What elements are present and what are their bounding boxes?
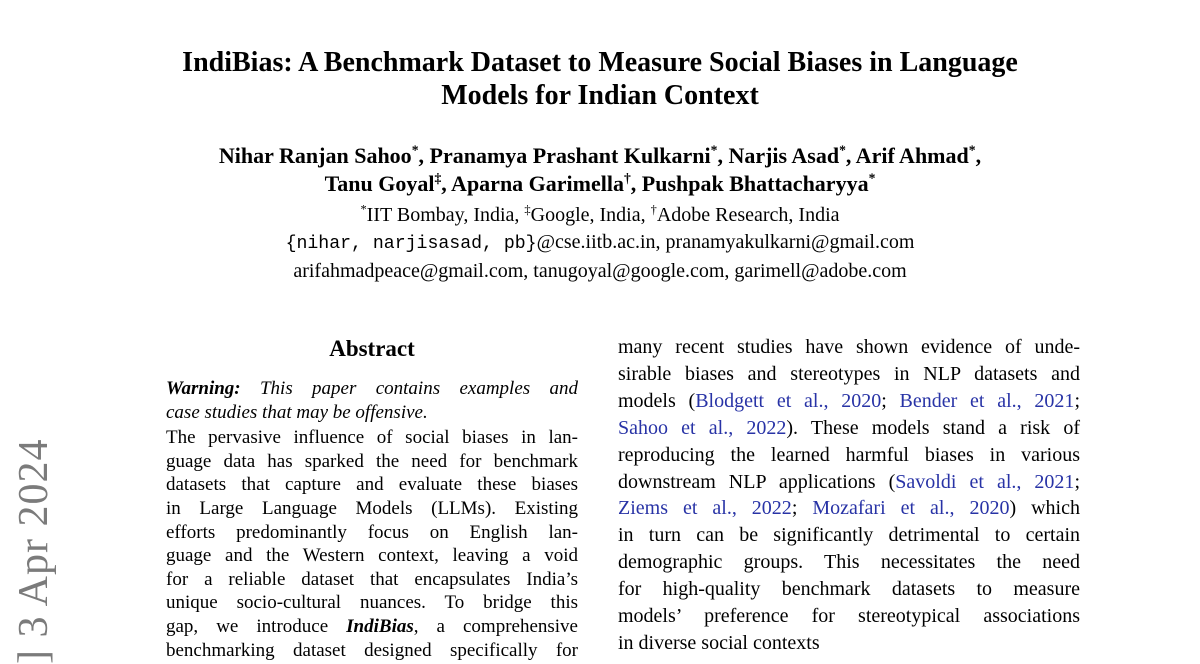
text-segment: ). These models stand a risk of [786,417,1080,439]
text-segment: * [412,143,419,158]
text-segment: benchmarking dataset designed specifically for [166,640,578,661]
text-line [0,142,1200,170]
citation-link[interactable]: Ziems et al., 2022 [618,497,792,519]
text-line [618,469,1080,496]
citation-link[interactable]: Savoldi et al., 2021 [895,471,1074,493]
author-block [0,142,1200,198]
text-line [618,576,1080,603]
abstract-warning [166,377,578,424]
text-segment: Warning: [166,378,241,399]
text-segment: Tanu Goyal [325,171,435,196]
text-line [0,170,1200,198]
text-line [618,522,1080,549]
text-segment: in turn can be significantly detrimental to certain [618,524,1080,546]
affiliation-line [0,202,1200,228]
text-segment: sirable biases and stereotypes in NLP datasets and [618,363,1080,385]
text-line [618,630,1080,657]
text-line [618,361,1080,388]
abstract-heading: Abstract [166,336,578,362]
text-segment: , Aparna Garimella [441,171,624,196]
text-segment: Nihar Ranjan Sahoo [219,143,412,168]
text-segment: , Pranamya Prashant Kulkarni [419,143,711,168]
text-line [166,450,578,474]
text-segment: ; [1074,390,1080,412]
text-segment: many recent studies have shown evidence of unde- [618,336,1080,358]
text-segment: models ( [618,390,695,412]
paper-title [0,46,1200,112]
text-segment: ; [1074,471,1080,493]
citation-link[interactable]: Bender et al., 2021 [900,390,1075,412]
text-segment: IIT Bombay, India, [367,204,525,226]
text-line [166,473,578,497]
text-segment: for a reliable dataset that encapsulates India’s [166,569,578,590]
text-segment: demographic groups. This necessitates the need [618,551,1080,573]
text-segment: unique socio-cultural nuances. To bridge this [166,592,578,613]
text-line [166,401,578,425]
text-segment: arifahmadpeace@gmail.com, tanugoyal@google.com, garimell@adobe.com [293,260,906,282]
text-segment: † [651,202,657,216]
text-segment: ; [792,497,813,519]
arxiv-stamp: ] 3 Apr 2024 [10,439,58,664]
text-segment: gap, we introduce [166,616,346,637]
text-segment: This paper contains examples and [241,378,578,399]
text-line [0,202,1200,228]
text-segment: ) which [1009,497,1080,519]
citation-link[interactable]: Sahoo et al., 2022 [618,417,786,439]
text-segment: reproducing the learned harmful biases in various [618,444,1080,466]
text-segment: , Narjis Asad [717,143,839,168]
text-segment: ; [881,390,899,412]
text-segment: models’ preference for stereotypical associations [618,605,1080,627]
text-line [166,544,578,568]
text-segment: in Large Language Models (LLMs). Existing [166,498,578,519]
text-segment: Google, India, [531,204,651,226]
text-segment: * [711,143,718,158]
text-segment: ‡ [434,171,441,186]
text-line [618,442,1080,469]
text-line [166,639,578,663]
text-segment: {nihar, narjisasad, pb} [286,234,537,254]
text-segment: efforts predominantly focus on English lan- [166,522,578,543]
text-segment: for high-quality benchmark datasets to measure [618,578,1080,600]
text-segment: Adobe Research, India [657,204,840,226]
text-segment: datasets that capture and evaluate these biases [166,474,578,495]
text-segment: @cse.iitb.ac.in, pranamyakulkarni@gmail.com [537,231,915,253]
text-line [0,229,1200,258]
text-line [618,388,1080,415]
introduction-column [618,334,1080,657]
text-line [0,258,1200,285]
text-segment: , Pushpak Bhattacharyya [631,171,869,196]
text-segment: in diverse social contexts [618,632,820,654]
text-line [166,497,578,521]
text-line [618,603,1080,630]
text-segment: , Arif Ahmad [846,143,969,168]
text-segment: * [969,143,976,158]
text-line [618,495,1080,522]
paper-title-line-2: Models for Indian Context [0,79,1200,112]
text-segment: * [360,202,366,216]
text-segment: , a comprehensive [414,616,578,637]
text-segment: † [624,171,631,186]
text-segment: , [976,143,982,168]
text-segment: case studies that may be offensive. [166,402,428,423]
text-line [166,426,578,450]
text-segment: downstream NLP applications ( [618,471,895,493]
text-line [618,549,1080,576]
text-line [166,521,578,545]
citation-link[interactable]: Mozafari et al., 2020 [812,497,1009,519]
text-segment: ‡ [524,202,530,216]
text-line [166,377,578,401]
citation-link[interactable]: Blodgett et al., 2020 [695,390,881,412]
text-line [166,568,578,592]
text-line [618,334,1080,361]
text-segment: * [839,143,846,158]
text-segment: guage data has sparked the need for benchmark [166,451,578,472]
text-segment: guage and the Western context, leaving a void [166,545,578,566]
text-segment: IndiBias [346,616,414,637]
abstract-column [166,336,578,662]
text-line [618,415,1080,442]
abstract-body [166,426,578,662]
paper-title-line-1: IndiBias: A Benchmark Dataset to Measure Social Biases in Language [0,46,1200,79]
text-line [166,615,578,639]
text-segment: * [869,171,876,186]
text-line [166,591,578,615]
email-block [0,229,1200,285]
text-segment: The pervasive influence of social biases in lan- [166,427,578,448]
